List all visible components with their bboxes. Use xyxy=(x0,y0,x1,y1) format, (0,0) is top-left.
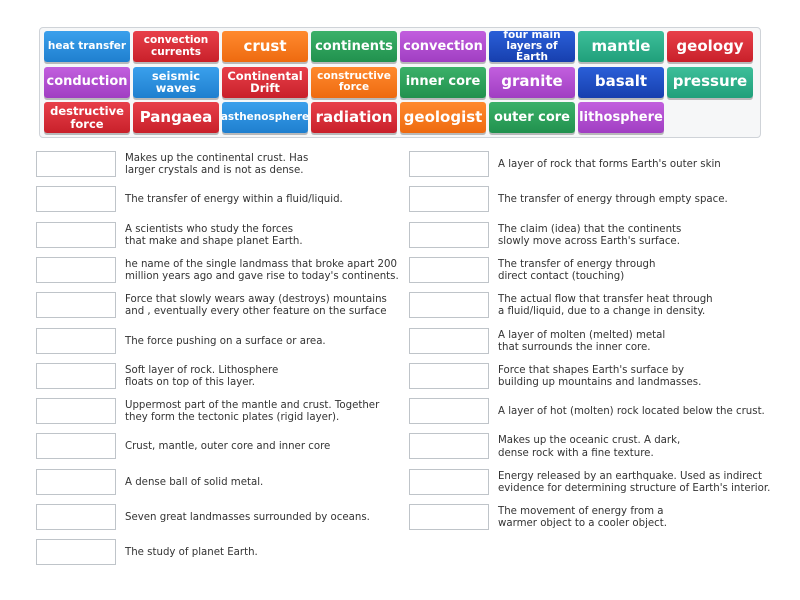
answer-drop-box[interactable] xyxy=(36,398,116,424)
tile-radiation[interactable]: radiation xyxy=(311,102,397,133)
answer-drop-box[interactable] xyxy=(36,363,116,389)
clue-text: Uppermost part of the mantle and crust. Together they form the tectonic plates (rigid layer). xyxy=(125,399,380,424)
answer-drop-box[interactable] xyxy=(36,433,116,459)
left_clues-row xyxy=(36,363,406,391)
right_clues-row xyxy=(409,469,779,497)
clue-text: The transfer of energy within a fluid/liquid. xyxy=(125,194,343,206)
answer-drop-box[interactable] xyxy=(409,469,489,495)
answer-drop-box[interactable] xyxy=(409,363,489,389)
answer-drop-box[interactable] xyxy=(36,328,116,354)
tile-inner-core[interactable]: inner core xyxy=(400,67,486,98)
tile-conduction[interactable]: conduction xyxy=(44,67,130,98)
clue-text: Makes up the continental crust. Has larger crystals and is not as dense. xyxy=(125,152,309,176)
tile-four-main-layers-of-earth[interactable]: four main layers of Earth xyxy=(489,31,575,62)
answer-drop-box[interactable] xyxy=(409,186,489,212)
clue-text: Energy released by an earthquake. Used as indirect evidence for determining structure of Earth's interior. xyxy=(498,470,771,494)
left_clues-row xyxy=(36,398,406,426)
clue-text: The actual flow that transfer heat through a fluid/liquid, due to a change in density. xyxy=(498,293,713,318)
clue-text: The study of planet Earth. xyxy=(125,547,258,559)
clue-text: A scientists who study the forces that make and shape planet Earth. xyxy=(125,223,303,247)
right_clues-row xyxy=(409,504,779,532)
clue-text: A layer of hot (molten) rock located below the crust. xyxy=(498,405,765,417)
tile-lithosphere[interactable]: lithosphere xyxy=(578,102,664,133)
tile-seismic-waves[interactable]: seismic waves xyxy=(133,67,219,98)
clue-text: A dense ball of solid metal. xyxy=(125,476,264,488)
answer-drop-box[interactable] xyxy=(36,151,116,177)
tile-pressure[interactable]: pressure xyxy=(667,67,753,98)
answer-drop-box[interactable] xyxy=(409,328,489,354)
right_clues-row xyxy=(409,151,779,179)
clue-text: Soft layer of rock. Lithosphere floats on top of this layer. xyxy=(125,364,279,388)
right_clues-row xyxy=(409,433,779,461)
tile-constructive-force[interactable]: constructive force xyxy=(311,67,397,98)
clue-text: The transfer of energy through direct contact (touching) xyxy=(498,258,656,282)
tile-basalt[interactable]: basalt xyxy=(578,67,664,98)
answer-drop-box[interactable] xyxy=(409,292,489,318)
tile-geology[interactable]: geology xyxy=(667,31,753,62)
tile-granite[interactable]: granite xyxy=(489,67,575,98)
clue-text: Seven great landmasses surrounded by oceans. xyxy=(125,511,370,523)
left_clues-row xyxy=(36,504,406,532)
left_clues-row xyxy=(36,469,406,497)
right_clues-row xyxy=(409,222,779,250)
clue-text: The movement of energy from a warmer object to a cooler object. xyxy=(498,505,668,529)
right_clues-row xyxy=(409,328,779,356)
tile-convection[interactable]: convection xyxy=(400,31,486,62)
answer-drop-box[interactable] xyxy=(36,257,116,283)
answer-drop-box[interactable] xyxy=(409,222,489,248)
clue-text: he name of the single landmass that broke apart 200 million years ago and gave rise to today's continents. xyxy=(125,258,399,282)
tile-outer-core[interactable]: outer core xyxy=(489,102,575,133)
left_clues-row xyxy=(36,328,406,356)
clue-text: The force pushing on a surface or area. xyxy=(125,335,326,347)
left_clues-row xyxy=(36,257,406,285)
clue-text: Crust, mantle, outer core and inner core xyxy=(125,441,331,453)
tile-continents[interactable]: continents xyxy=(311,31,397,62)
answer-drop-box[interactable] xyxy=(409,504,489,530)
tile-asthenosphere[interactable]: asthenosphere xyxy=(222,102,308,133)
right_clues-row xyxy=(409,292,779,320)
left_clues-row xyxy=(36,292,406,320)
answer-drop-box[interactable] xyxy=(36,292,116,318)
tile-convection-currents[interactable]: convection currents xyxy=(133,31,219,62)
answer-drop-box[interactable] xyxy=(409,398,489,424)
answer-drop-box[interactable] xyxy=(409,151,489,177)
tile-geologist[interactable]: geologist xyxy=(400,102,486,133)
answer-drop-box[interactable] xyxy=(409,257,489,283)
tile-destructive-force[interactable]: destructive force xyxy=(44,102,130,133)
right_clues-row xyxy=(409,398,779,426)
tile-continental-drift[interactable]: Continental Drift xyxy=(222,67,308,98)
tile-heat-transfer[interactable]: heat transfer xyxy=(44,31,130,62)
tile-pangaea[interactable]: Pangaea xyxy=(133,102,219,133)
left_clues-row xyxy=(36,433,406,461)
left_clues-row xyxy=(36,151,406,179)
left_clues-row xyxy=(36,186,406,214)
right_clues-row xyxy=(409,257,779,285)
answer-drop-box[interactable] xyxy=(36,469,116,495)
right_clues-row xyxy=(409,186,779,214)
answer-drop-box[interactable] xyxy=(36,539,116,565)
clue-text: Force that slowly wears away (destroys) mountains and , eventually every other feature on the surface xyxy=(125,293,387,318)
right_clues-row xyxy=(409,363,779,391)
left_clues-row xyxy=(36,539,406,567)
answer-drop-box[interactable] xyxy=(36,186,116,212)
clue-text: The transfer of energy through empty space. xyxy=(498,194,728,206)
tile-crust[interactable]: crust xyxy=(222,31,308,62)
clue-text: A layer of rock that forms Earth's outer skin xyxy=(498,158,721,170)
clue-text: A layer of molten (melted) metal that surrounds the inner core. xyxy=(498,329,666,353)
answer-drop-box[interactable] xyxy=(409,433,489,459)
clue-text: Makes up the oceanic crust. A dark, dense rock with a fine texture. xyxy=(498,435,681,459)
answer-drop-box[interactable] xyxy=(36,222,116,248)
tile-mantle[interactable]: mantle xyxy=(578,31,664,62)
clue-text: The claim (idea) that the continents slowly move across Earth's surface. xyxy=(498,223,682,247)
left_clues-row xyxy=(36,222,406,250)
answer-drop-box[interactable] xyxy=(36,504,116,530)
clue-text: Force that shapes Earth's surface by building up mountains and landmasses. xyxy=(498,364,702,388)
